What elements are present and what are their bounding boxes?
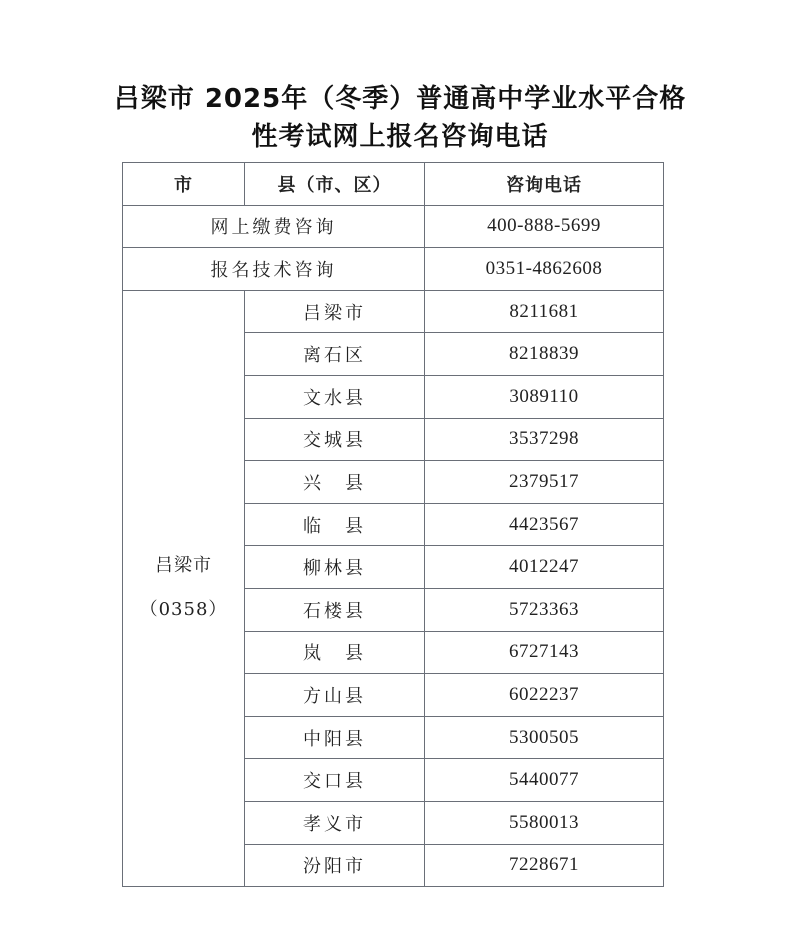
county-phone: 7228671 [425,844,664,887]
general-phone: 400-888-5699 [425,205,664,248]
county-name: 文水县 [245,375,425,418]
document-title-line-1: 吕梁市 2025年（冬季）普通高中学业水平合格 [113,84,687,114]
general-label: 报名技术咨询 [123,248,425,291]
table-header-row [123,163,664,206]
county-phone: 3089110 [425,375,664,418]
table-row [123,290,664,333]
city-area-code: （0358） [139,599,228,621]
county-phone: 3537298 [425,418,664,461]
city-cell [123,290,245,886]
header-phone: 咨询电话 [425,163,664,206]
county-phone: 4423567 [425,503,664,546]
general-label: 网上缴费咨询 [123,205,425,248]
county-name: 岚 县 [245,631,425,674]
county-phone: 4012247 [425,546,664,589]
county-phone: 6022237 [425,674,664,717]
header-county: 县（市、区） [245,163,425,206]
table-row [123,205,664,248]
table-row [123,248,664,291]
county-name: 孝义市 [245,801,425,844]
city-name: 吕梁市 [155,555,212,577]
county-phone: 8211681 [425,290,664,333]
county-phone: 6727143 [425,631,664,674]
county-phone: 5580013 [425,801,664,844]
county-name: 离石区 [245,333,425,376]
county-name: 吕梁市 [245,290,425,333]
county-name: 中阳县 [245,716,425,759]
document-title-line-2: 性考试网上报名咨询电话 [251,122,549,152]
county-phone: 2379517 [425,461,664,504]
county-name: 兴 县 [245,461,425,504]
county-name: 临 县 [245,503,425,546]
county-phone: 5300505 [425,716,664,759]
contact-table [122,162,664,887]
county-name: 汾阳市 [245,844,425,887]
county-phone: 5723363 [425,588,664,631]
county-name: 石楼县 [245,588,425,631]
county-name: 方山县 [245,674,425,717]
county-name: 交城县 [245,418,425,461]
county-phone: 5440077 [425,759,664,802]
general-phone: 0351-4862608 [425,248,664,291]
county-phone: 8218839 [425,333,664,376]
header-city: 市 [123,163,245,206]
county-name: 柳林县 [245,546,425,589]
county-name: 交口县 [245,759,425,802]
